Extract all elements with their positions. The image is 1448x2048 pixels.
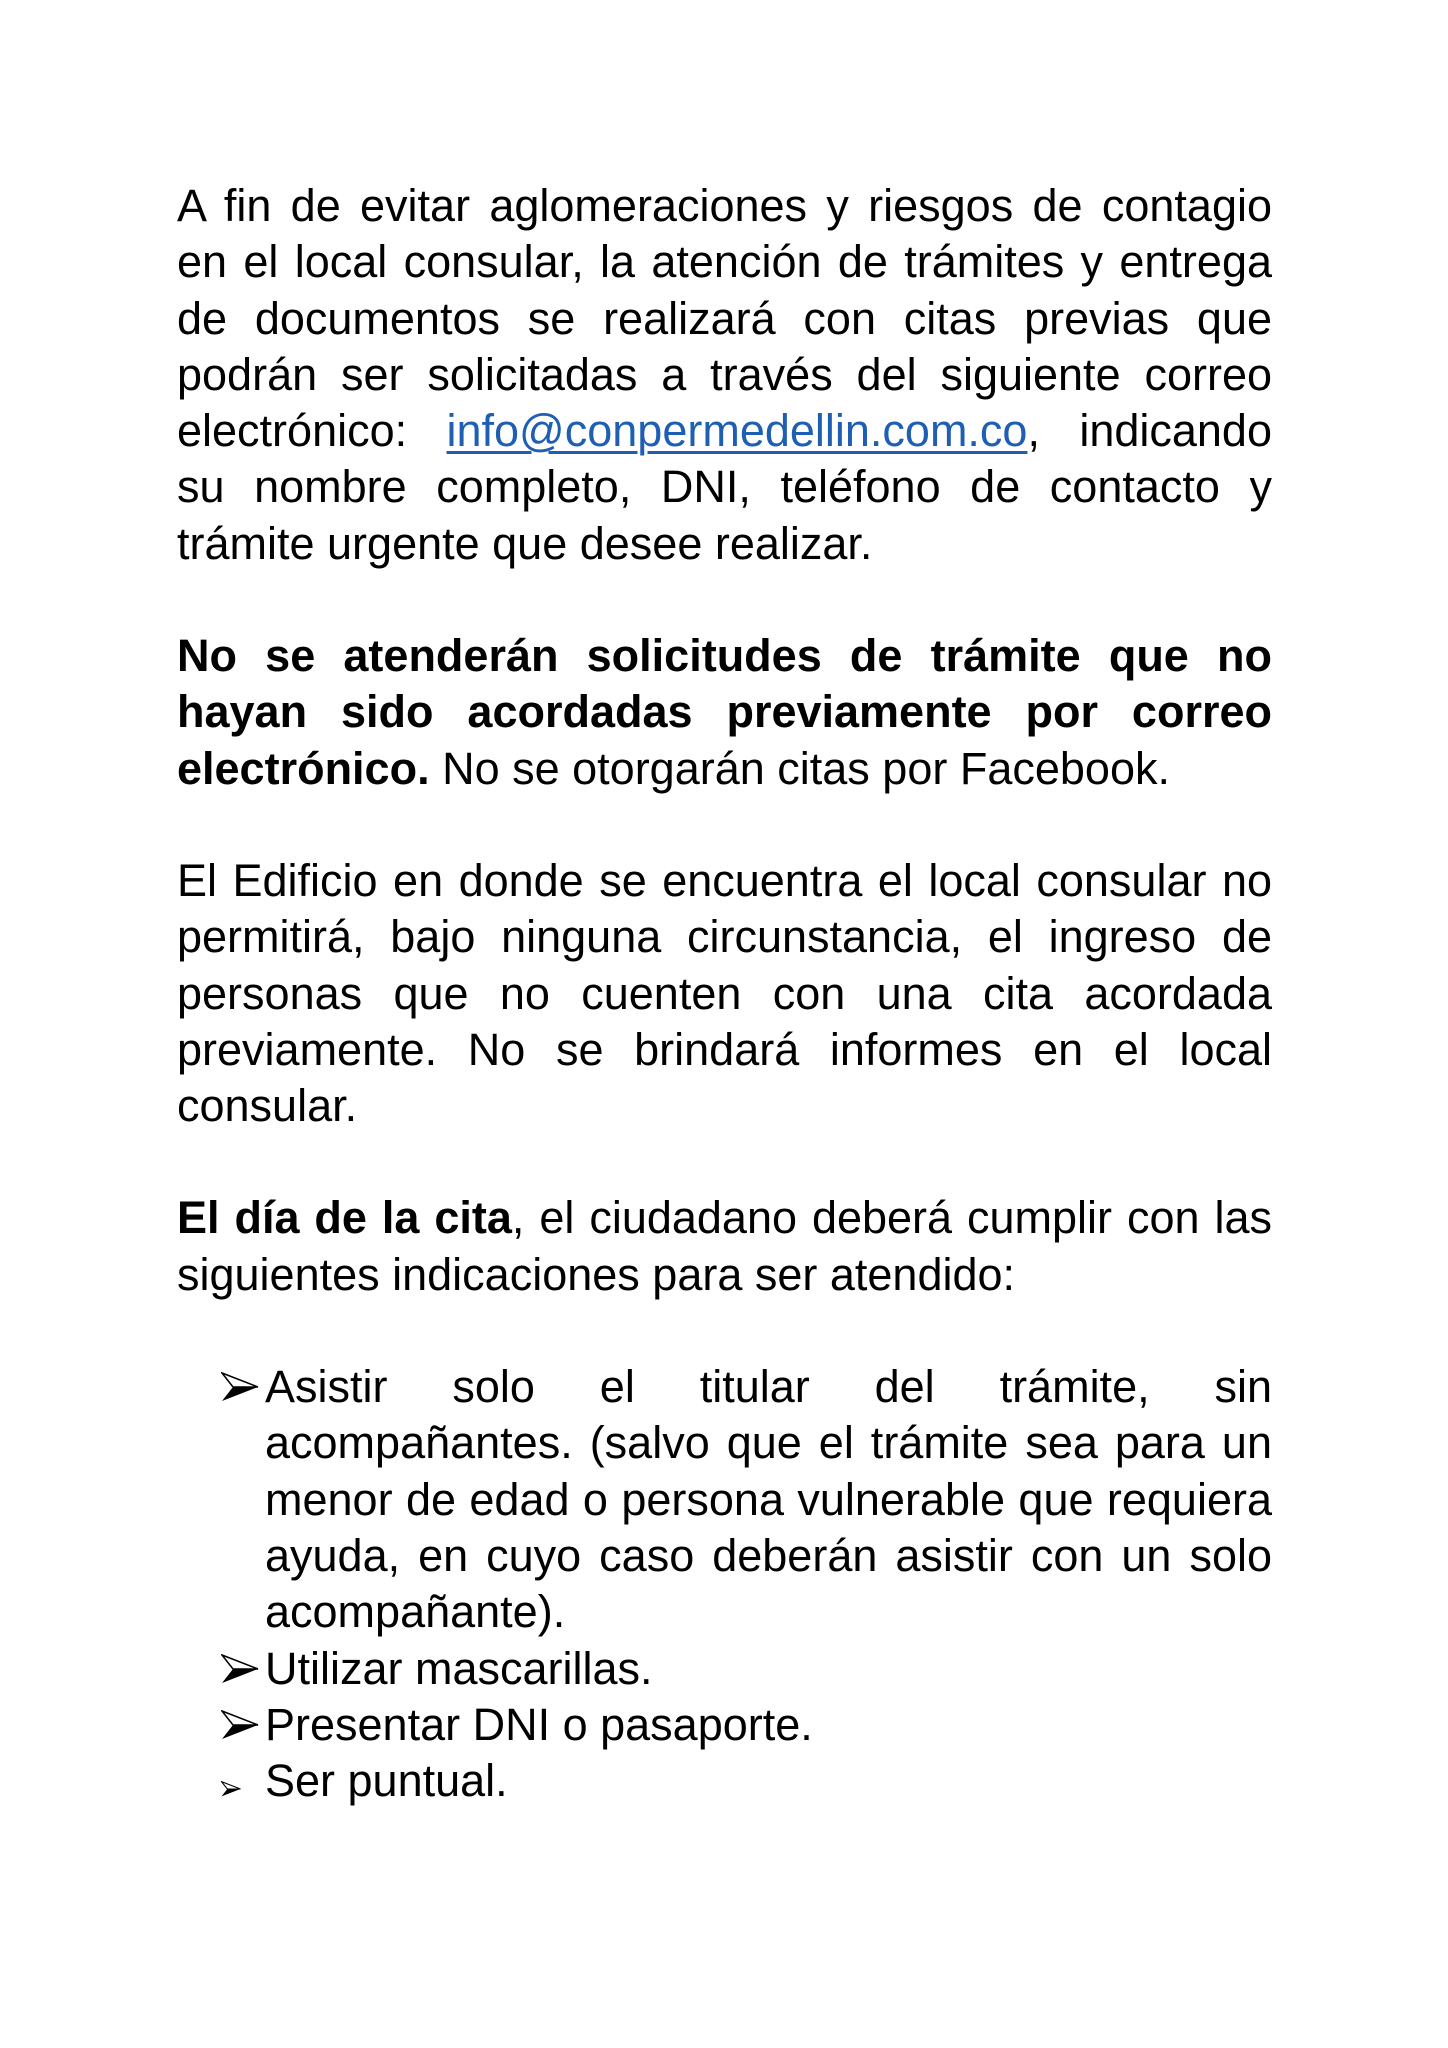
- notice-text: No se otorgarán citas por Facebook.: [429, 742, 1170, 794]
- paragraph-building: [177, 853, 1272, 1134]
- list-item: [265, 1697, 1272, 1753]
- list-item: [265, 1753, 1272, 1809]
- appointments-text-continued: , indicando su nombre completo, DNI, teléfono de contacto y trámite urgente que desee realizar.: [177, 405, 1272, 569]
- paragraph-notice: [177, 628, 1272, 797]
- paragraph-appointments: [177, 178, 1272, 572]
- appointment-day-bold: El día de la cita: [177, 1192, 512, 1244]
- arrowhead-bullet-icon: [221, 1781, 241, 1797]
- document-page: [177, 178, 1272, 1809]
- notice-bold-text: No se atenderán solicitudes de trámite que no hayan sido acordadas previamente por correo electrónico.: [177, 630, 1272, 794]
- list-item: [265, 1359, 1272, 1640]
- list-item-text: Ser puntual.: [265, 1755, 508, 1807]
- building-text: El Edificio en donde se encuentra el local consular no permitirá, bajo ninguna circunstancia, el ingreso de personas que no cuenten con una cita acordada previamente. No se brindará informes en el local consular.: [177, 854, 1272, 1132]
- paragraph-appointment-day: [177, 1190, 1272, 1303]
- list-item-text: Asistir solo el titular del trámite, sin acompañantes. (salvo que el trámite sea para un menor de edad o persona vulnerable que requiera ayuda, en cuyo caso deberán asistir con un solo acompañante).: [265, 1361, 1272, 1638]
- arrowhead-bullet-icon: [221, 1372, 259, 1402]
- list-item-text: Presentar DNI o pasaporte.: [265, 1698, 813, 1750]
- appointment-day-text: , el ciudadano deberá cumplir con las siguientes indicaciones para ser atendido:: [177, 1192, 1272, 1300]
- arrowhead-bullet-icon: [221, 1710, 259, 1740]
- instructions-list: [177, 1359, 1272, 1809]
- arrowhead-bullet-icon: [221, 1654, 259, 1684]
- list-item-text: Utilizar mascarillas.: [265, 1642, 653, 1694]
- appointments-text: A fin de evitar aglomeraciones y riesgos de contagio en el local consular, la atención de trámites y entrega de documentos se realizará con citas previas que podrán ser solicitadas a través del siguiente correo electrónico:: [177, 180, 1272, 457]
- email-link[interactable]: info@conpermedellin.com.co: [446, 405, 1028, 457]
- list-item: [265, 1641, 1272, 1697]
